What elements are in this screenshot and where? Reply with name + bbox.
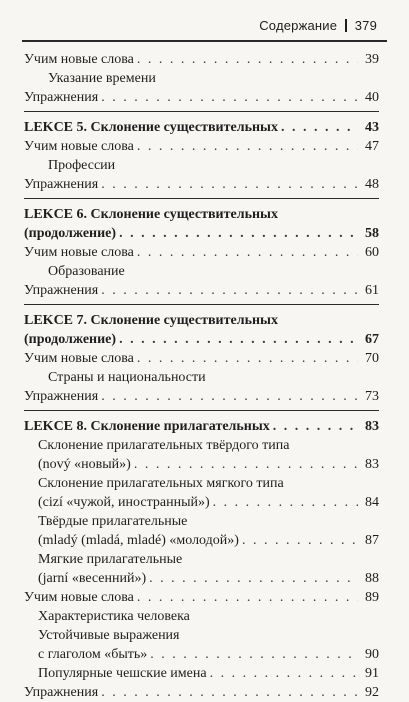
dot-leader (101, 387, 358, 406)
dot-leader (281, 118, 358, 137)
toc-entry-title: (mladý (mladá, mladé) «молодой») (38, 533, 239, 548)
section-title: Содержание (259, 18, 338, 33)
page-number: 379 (354, 18, 377, 33)
toc-entry (24, 626, 379, 645)
header-divider (345, 19, 347, 32)
dot-leader (101, 88, 358, 107)
toc-entry-page: 84 (365, 495, 379, 510)
toc-entry-title: Упражнения (24, 90, 99, 105)
toc-entry (24, 493, 379, 512)
dot-leader (150, 645, 358, 664)
toc-entry (24, 417, 379, 436)
toc-entry (24, 50, 379, 69)
toc-entry (24, 368, 379, 387)
toc-entry (24, 455, 379, 474)
toc-entry-title: Мягкие прилагательные (38, 552, 183, 567)
toc-entry-page: 48 (365, 177, 379, 192)
toc-entry-page: 73 (365, 389, 379, 404)
toc-entry (24, 175, 379, 194)
dot-leader (134, 455, 358, 474)
table-of-contents (24, 50, 379, 702)
toc-entry-page: 92 (365, 685, 379, 700)
toc-entry-title: (продолжение) (24, 226, 117, 241)
dot-leader (210, 664, 358, 683)
toc-entry (24, 262, 379, 281)
toc-entry-title: Упражнения (24, 685, 99, 700)
toc-entry-title: Упражнения (24, 283, 99, 298)
dot-leader (137, 137, 358, 156)
toc-entry-title: Учим новые слова (24, 590, 134, 605)
toc-entry-title: Упражнения (24, 177, 99, 192)
toc-entry (24, 243, 379, 262)
toc-entry (24, 156, 379, 175)
toc-entry-page: 39 (365, 52, 379, 67)
dot-leader (101, 175, 358, 194)
header-rule (22, 40, 387, 42)
toc-entry-page: 60 (365, 245, 379, 260)
toc-entry-page: 83 (365, 419, 379, 434)
toc-entry (24, 569, 379, 588)
toc-entry-page: 91 (365, 666, 379, 681)
toc-entry (24, 645, 379, 664)
toc-entry (24, 531, 379, 550)
dot-leader (213, 493, 358, 512)
toc-entry-page: 70 (365, 351, 379, 366)
toc-entry-page: 90 (365, 647, 379, 662)
toc-entry (24, 69, 379, 88)
dot-leader (119, 330, 358, 349)
toc-entry-title: Склонение прилагательных мягкого типа (38, 476, 284, 491)
toc-entry-title: Учим новые слова (24, 351, 134, 366)
toc-entry (24, 224, 379, 243)
toc-entry (24, 330, 379, 349)
toc-entry-title: LEKCE 5. Склонение существительных (24, 120, 278, 135)
toc-entry (24, 387, 379, 406)
dot-leader (137, 349, 358, 368)
toc-entry-title: Учим новые слова (24, 245, 134, 260)
toc-entry-page: 87 (365, 533, 379, 548)
toc-entry (24, 550, 379, 569)
toc-entry-title: Характеристика человека (38, 609, 190, 624)
toc-entry (24, 205, 379, 224)
toc-entry-page: 61 (365, 283, 379, 298)
toc-entry (24, 349, 379, 368)
lesson-separator (24, 410, 379, 411)
toc-entry (24, 88, 379, 107)
dot-leader (242, 531, 358, 550)
toc-entry-title: (jarní «весенний») (38, 571, 147, 586)
toc-entry (24, 436, 379, 455)
toc-entry-title: (nový «новый») (38, 457, 131, 472)
toc-entry-page: 47 (365, 139, 379, 154)
toc-entry (24, 588, 379, 607)
toc-entry (24, 683, 379, 702)
lesson-separator (24, 198, 379, 199)
toc-entry (24, 137, 379, 156)
toc-entry-page: 83 (365, 457, 379, 472)
toc-entry (24, 311, 379, 330)
dot-leader (137, 243, 358, 262)
toc-entry-title: Устойчивые выражения (38, 628, 180, 643)
toc-entry-title: LEKCE 8. Склонение прилагательных (24, 419, 270, 434)
toc-entry-title: Популярные чешские имена (38, 666, 207, 681)
toc-entry-title: LEKCE 6. Склонение существительных (24, 207, 278, 222)
toc-entry-page: 40 (365, 90, 379, 105)
toc-entry-title: (продолжение) (24, 332, 117, 347)
toc-entry-title: Страны и национальности (48, 370, 206, 385)
dot-leader (101, 683, 358, 702)
toc-entry (24, 512, 379, 531)
dot-leader (119, 224, 358, 243)
toc-entry-title: Учим новые слова (24, 52, 134, 67)
toc-entry-title: Упражнения (24, 389, 99, 404)
toc-entry-title: Указание времени (48, 71, 156, 86)
toc-entry (24, 474, 379, 493)
toc-entry-title: (cizí «чужой, иностранный») (38, 495, 210, 510)
toc-entry-title: Склонение прилагательных твёрдого типа (38, 438, 290, 453)
lesson-separator (24, 111, 379, 112)
toc-entry-title: Учим новые слова (24, 139, 134, 154)
toc-entry-page: 88 (365, 571, 379, 586)
toc-entry-title: Профессии (48, 158, 116, 173)
toc-entry (24, 664, 379, 683)
toc-entry (24, 281, 379, 300)
toc-entry-page: 67 (365, 332, 379, 347)
dot-leader (101, 281, 358, 300)
dot-leader (149, 569, 358, 588)
running-header (259, 18, 377, 33)
toc-entry (24, 607, 379, 626)
toc-entry-page: 43 (365, 120, 379, 135)
dot-leader (137, 588, 358, 607)
toc-entry-title: LEKCE 7. Склонение существительных (24, 313, 278, 328)
toc-entry-title: Образование (48, 264, 125, 279)
dot-leader (273, 417, 358, 436)
toc-entry (24, 118, 379, 137)
toc-entry-title: с глаголом «быть» (38, 647, 148, 662)
toc-entry-page: 58 (365, 226, 379, 241)
toc-entry-title: Твёрдые прилагательные (38, 514, 188, 529)
dot-leader (137, 50, 358, 69)
lesson-separator (24, 304, 379, 305)
toc-entry-page: 89 (365, 590, 379, 605)
